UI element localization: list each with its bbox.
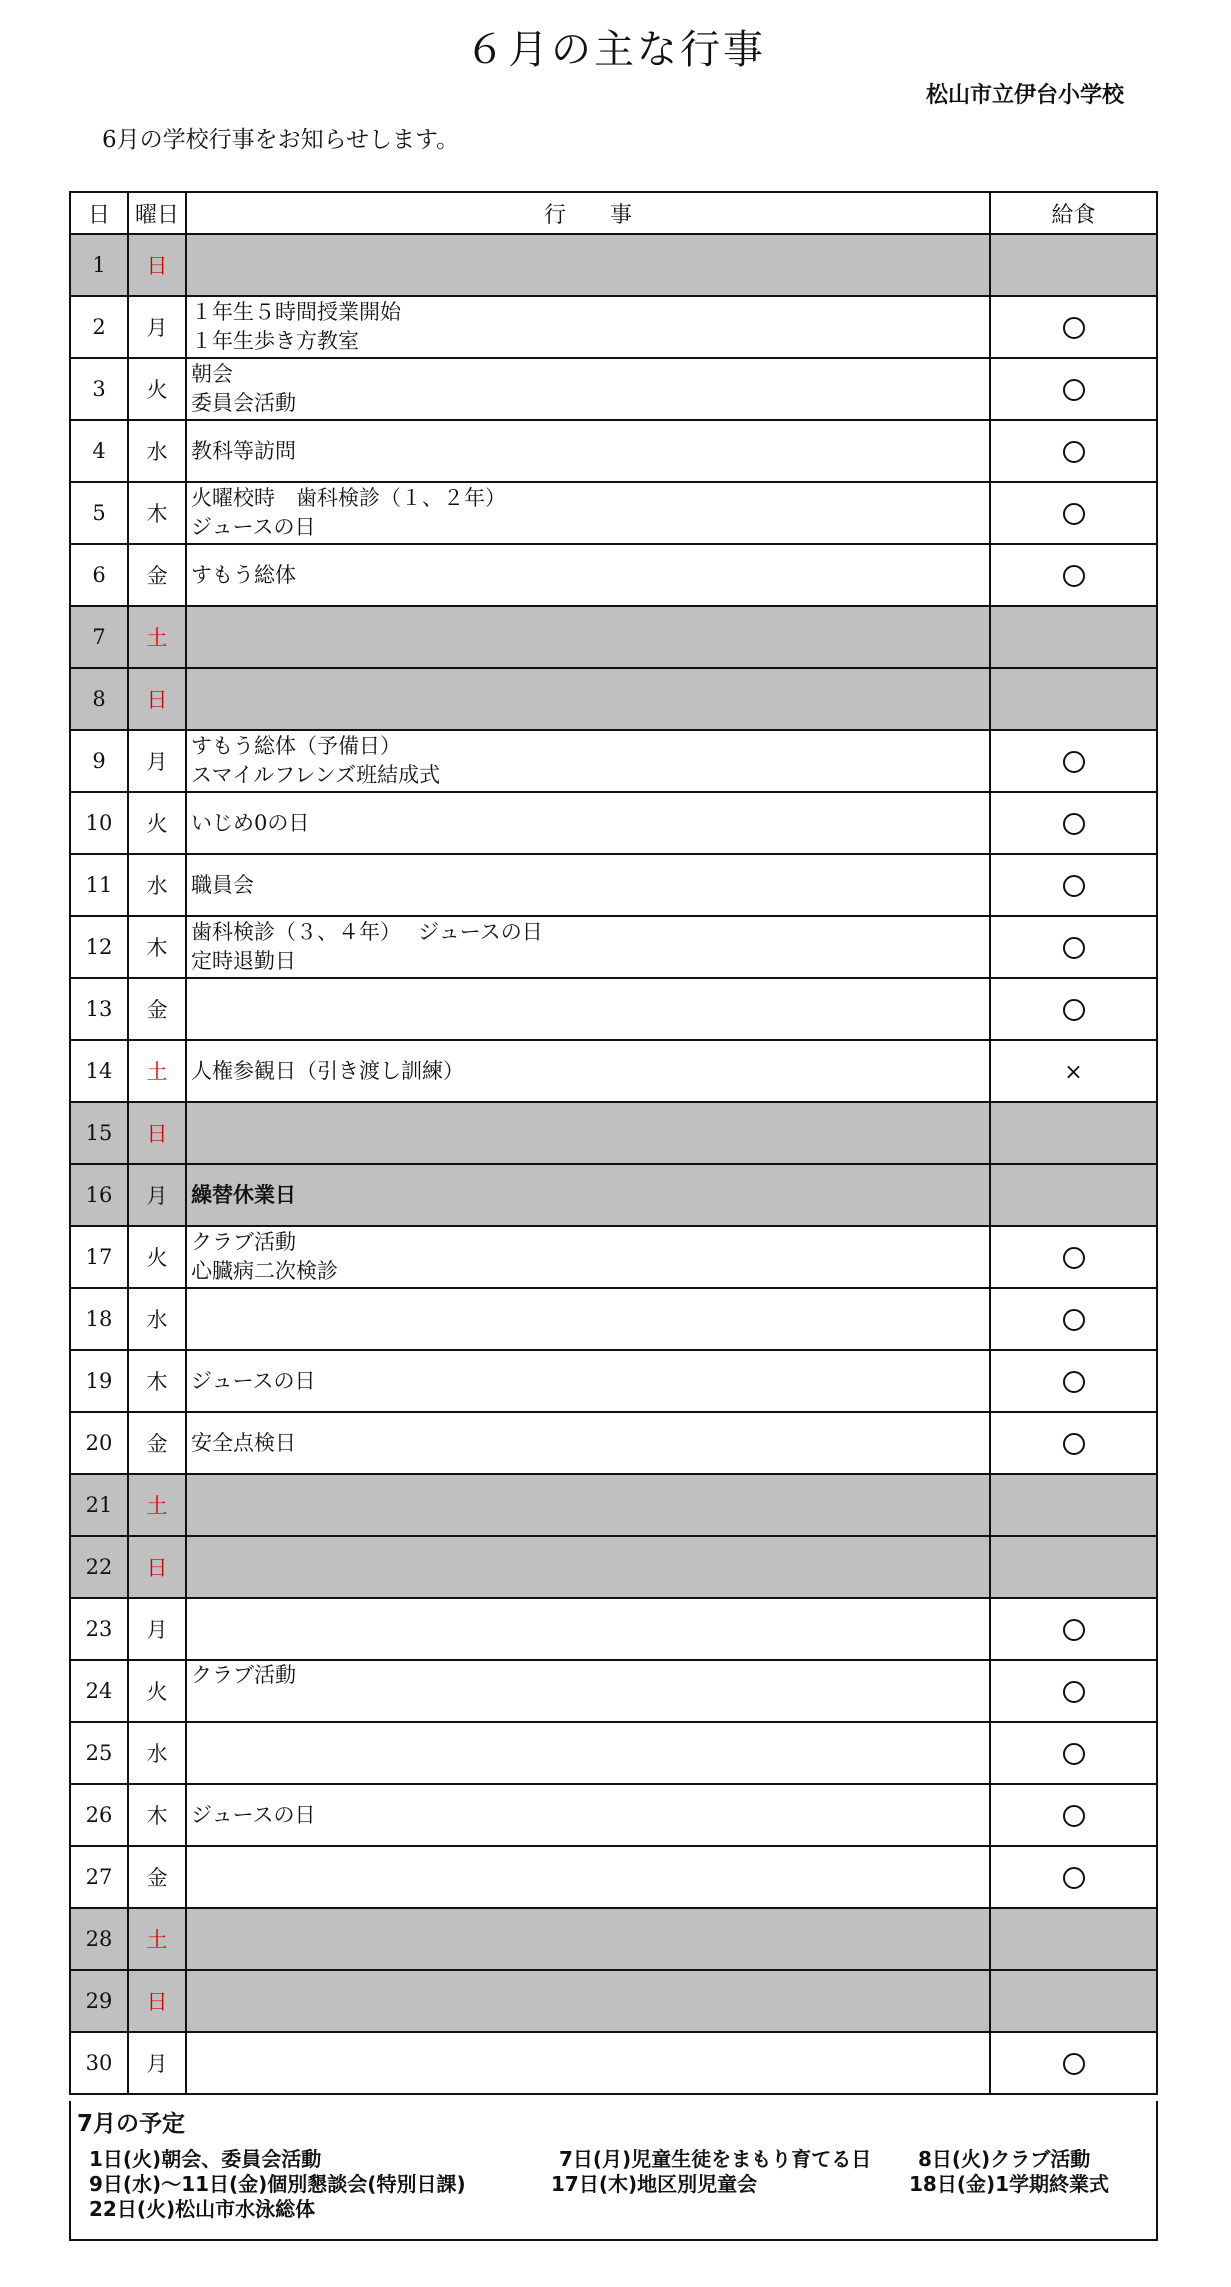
july-item: 22日(火)松山市水泳総体 [89, 2197, 316, 2221]
lunch-cell [990, 296, 1157, 358]
table-row [70, 978, 1157, 1040]
event-cell [186, 2032, 990, 2094]
header-event: 行 事 [186, 192, 990, 234]
day-cell: 23 [70, 1598, 128, 1660]
lunch-cell [990, 2032, 1157, 2094]
table-row [70, 420, 1157, 482]
day-cell: 29 [70, 1970, 128, 2032]
day-cell: 22 [70, 1536, 128, 1598]
day-cell: 17 [70, 1226, 128, 1288]
july-item: 1日(火)朝会、委員会活動 [89, 2147, 322, 2171]
table-row [70, 1784, 1157, 1846]
day-cell: 5 [70, 482, 128, 544]
weekday-cell: 日 [128, 1970, 186, 2032]
july-title: 7月の予定 [77, 2111, 186, 2137]
july-item: 9日(水)～11日(金)個別懇談会(特別日課) [89, 2172, 466, 2196]
lunch-cell [990, 1970, 1157, 2032]
event-cell [186, 1350, 990, 1412]
weekday-cell: 土 [128, 1908, 186, 1970]
lunch-cell [990, 358, 1157, 420]
lunch-cell [990, 1474, 1157, 1536]
weekday-cell: 金 [128, 1846, 186, 1908]
weekday-cell: 日 [128, 1102, 186, 1164]
lunch-cell [990, 482, 1157, 544]
circle-icon [1063, 1619, 1085, 1641]
event-text: 安全点検日 [191, 1430, 296, 1455]
event-cell [186, 1164, 990, 1226]
weekday-cell: 月 [128, 1164, 186, 1226]
event-cell [186, 1784, 990, 1846]
table-row [70, 1102, 1157, 1164]
circle-icon [1063, 1309, 1085, 1331]
event-text: 心臓病二次検診 [191, 1259, 338, 1283]
event-text: 繰替休業日 [191, 1182, 296, 1207]
event-text: １年生歩き方教室 [191, 329, 359, 353]
event-cell [186, 1474, 990, 1536]
lunch-cell [990, 1536, 1157, 1598]
lunch-cell [990, 1784, 1157, 1846]
event-cell [186, 1970, 990, 2032]
weekday-cell: 土 [128, 606, 186, 668]
day-cell: 3 [70, 358, 128, 420]
table-row [70, 482, 1157, 544]
july-item: 7日(月)児童生徒をまもり育てる日 [559, 2147, 872, 2171]
lunch-cell [990, 234, 1157, 296]
lunch-cell [990, 1908, 1157, 1970]
day-cell: 20 [70, 1412, 128, 1474]
table-header-row [70, 192, 1157, 234]
table-row [70, 730, 1157, 792]
circle-icon [1063, 565, 1085, 587]
lunch-cell [990, 668, 1157, 730]
table-row [70, 1908, 1157, 1970]
event-cell [186, 544, 990, 606]
day-cell: 15 [70, 1102, 128, 1164]
event-cell [186, 1722, 990, 1784]
weekday-cell: 月 [128, 1598, 186, 1660]
circle-icon [1063, 1433, 1085, 1455]
lunch-cell [990, 1040, 1157, 1102]
table-row [70, 1226, 1157, 1288]
event-cell [186, 1102, 990, 1164]
weekday-cell: 日 [128, 668, 186, 730]
day-cell: 1 [70, 234, 128, 296]
weekday-cell: 水 [128, 1288, 186, 1350]
day-cell: 6 [70, 544, 128, 606]
day-cell: 21 [70, 1474, 128, 1536]
table-row [70, 358, 1157, 420]
table-row [70, 296, 1157, 358]
table-row [70, 1474, 1157, 1536]
event-cell [186, 978, 990, 1040]
circle-icon [1063, 999, 1085, 1021]
event-cell [186, 668, 990, 730]
circle-icon [1063, 751, 1085, 773]
event-cell [186, 296, 990, 358]
day-cell: 13 [70, 978, 128, 1040]
event-cell [186, 1412, 990, 1474]
circle-icon [1063, 937, 1085, 959]
day-cell: 27 [70, 1846, 128, 1908]
day-cell: 10 [70, 792, 128, 854]
weekday-cell: 日 [128, 234, 186, 296]
lunch-cell [990, 854, 1157, 916]
event-cell [186, 1598, 990, 1660]
day-cell: 8 [70, 668, 128, 730]
weekday-cell: 土 [128, 1474, 186, 1536]
table-row [70, 792, 1157, 854]
weekday-cell: 火 [128, 1660, 186, 1722]
cross-mark: × [1064, 1060, 1083, 1085]
event-cell [186, 1040, 990, 1102]
july-item: 18日(金)1学期終業式 [909, 2172, 1110, 2196]
weekday-cell: 火 [128, 1226, 186, 1288]
event-text: 委員会活動 [191, 391, 296, 415]
weekday-cell: 月 [128, 730, 186, 792]
event-cell [186, 1908, 990, 1970]
day-cell: 25 [70, 1722, 128, 1784]
day-cell: 2 [70, 296, 128, 358]
event-cell [186, 1226, 990, 1288]
header-day: 日 [70, 192, 128, 234]
day-cell: 9 [70, 730, 128, 792]
intro-text: 6月の学校行事をお知らせします。 [102, 127, 460, 153]
page-title: ６月の主な行事 [465, 27, 766, 73]
header-lunch: 給食 [990, 192, 1157, 234]
event-text: 教科等訪問 [191, 438, 296, 463]
table-row [70, 1040, 1157, 1102]
july-item: 17日(木)地区別児童会 [551, 2172, 758, 2196]
header-weekday: 曜日 [128, 192, 186, 234]
circle-icon [1063, 1805, 1085, 1827]
table-row [70, 234, 1157, 296]
event-cell [186, 1536, 990, 1598]
table-row [70, 1722, 1157, 1784]
event-cell [186, 1846, 990, 1908]
lunch-cell [990, 606, 1157, 668]
day-cell: 18 [70, 1288, 128, 1350]
event-text: １年生５時間授業開始 [191, 300, 401, 324]
event-cell [186, 1660, 990, 1722]
event-text: ジュースの日 [191, 515, 316, 539]
lunch-cell [990, 1846, 1157, 1908]
weekday-cell: 木 [128, 1350, 186, 1412]
weekday-cell: 火 [128, 358, 186, 420]
weekday-cell: 水 [128, 854, 186, 916]
table-row [70, 668, 1157, 730]
day-cell: 16 [70, 1164, 128, 1226]
weekday-cell: 木 [128, 1784, 186, 1846]
day-cell: 7 [70, 606, 128, 668]
event-cell [186, 420, 990, 482]
table-row [70, 1288, 1157, 1350]
event-text: 朝会 [191, 362, 233, 386]
event-text: 定時退勤日 [191, 949, 296, 973]
event-cell [186, 854, 990, 916]
event-table [69, 191, 1158, 2095]
circle-icon [1063, 379, 1085, 401]
day-cell: 4 [70, 420, 128, 482]
circle-icon [1063, 1371, 1085, 1393]
table-row [70, 2032, 1157, 2094]
event-text: スマイルフレンズ班結成式 [191, 763, 441, 787]
lunch-cell [990, 544, 1157, 606]
lunch-cell [990, 1226, 1157, 1288]
lunch-cell [990, 1350, 1157, 1412]
day-cell: 26 [70, 1784, 128, 1846]
weekday-cell: 月 [128, 2032, 186, 2094]
circle-icon [1063, 875, 1085, 897]
weekday-cell: 水 [128, 420, 186, 482]
table-row [70, 1164, 1157, 1226]
table-row [70, 1598, 1157, 1660]
day-cell: 24 [70, 1660, 128, 1722]
table-row [70, 1660, 1157, 1722]
lunch-cell [990, 1598, 1157, 1660]
event-cell [186, 1288, 990, 1350]
weekday-cell: 金 [128, 978, 186, 1040]
table-row [70, 1846, 1157, 1908]
circle-icon [1063, 503, 1085, 525]
event-text: 職員会 [191, 872, 254, 897]
lunch-cell [990, 1288, 1157, 1350]
weekday-cell: 月 [128, 296, 186, 358]
event-cell [186, 730, 990, 792]
circle-icon [1063, 1867, 1085, 1889]
day-cell: 14 [70, 1040, 128, 1102]
day-cell: 19 [70, 1350, 128, 1412]
table-row [70, 1350, 1157, 1412]
table-row [70, 606, 1157, 668]
weekday-cell: 火 [128, 792, 186, 854]
event-text: いじめ0の日 [191, 810, 310, 835]
table-row [70, 916, 1157, 978]
table-row [70, 544, 1157, 606]
table-row [70, 1412, 1157, 1474]
lunch-cell [990, 1412, 1157, 1474]
event-cell [186, 482, 990, 544]
lunch-cell [990, 1164, 1157, 1226]
event-text: すもう総体（予備日） [191, 734, 401, 758]
day-cell: 30 [70, 2032, 128, 2094]
weekday-cell: 金 [128, 1412, 186, 1474]
event-cell [186, 792, 990, 854]
circle-icon [1063, 441, 1085, 463]
event-cell [186, 358, 990, 420]
table-body [70, 234, 1157, 2094]
lunch-cell [990, 1102, 1157, 1164]
weekday-cell: 土 [128, 1040, 186, 1102]
event-text: 人権参観日（引き渡し訓練） [191, 1058, 464, 1083]
weekday-cell: 金 [128, 544, 186, 606]
circle-icon [1063, 1247, 1085, 1269]
table-row [70, 854, 1157, 916]
weekday-cell: 日 [128, 1536, 186, 1598]
event-cell [186, 606, 990, 668]
lunch-cell [990, 792, 1157, 854]
weekday-cell: 水 [128, 1722, 186, 1784]
event-text: クラブ活動 [191, 1230, 296, 1254]
event-text: 火曜校時 歯科検診（１、２年） [191, 486, 506, 510]
lunch-cell [990, 978, 1157, 1040]
lunch-cell [990, 420, 1157, 482]
event-cell [186, 234, 990, 296]
lunch-cell [990, 730, 1157, 792]
circle-icon [1063, 1743, 1085, 1765]
weekday-cell: 木 [128, 916, 186, 978]
day-cell: 12 [70, 916, 128, 978]
event-text: 歯科検診（３、４年） ジュースの日 [191, 920, 543, 944]
lunch-cell [990, 1660, 1157, 1722]
circle-icon [1063, 317, 1085, 339]
weekday-cell: 木 [128, 482, 186, 544]
circle-icon [1063, 2053, 1085, 2075]
school-name: 松山市立伊台小学校 [925, 83, 1124, 108]
event-text: すもう総体 [191, 562, 296, 587]
table-row [70, 1970, 1157, 2032]
july-item: 8日(火)クラブ活動 [918, 2147, 1091, 2171]
day-cell: 11 [70, 854, 128, 916]
event-cell [186, 916, 990, 978]
event-text: クラブ活動 [191, 1663, 296, 1687]
circle-icon [1063, 813, 1085, 835]
event-text: ジュースの日 [191, 1802, 316, 1827]
lunch-cell [990, 916, 1157, 978]
day-cell: 28 [70, 1908, 128, 1970]
table-row [70, 1536, 1157, 1598]
circle-icon [1063, 1681, 1085, 1703]
event-text: ジュースの日 [191, 1368, 316, 1393]
july-schedule [69, 2101, 1158, 2241]
lunch-cell [990, 1722, 1157, 1784]
